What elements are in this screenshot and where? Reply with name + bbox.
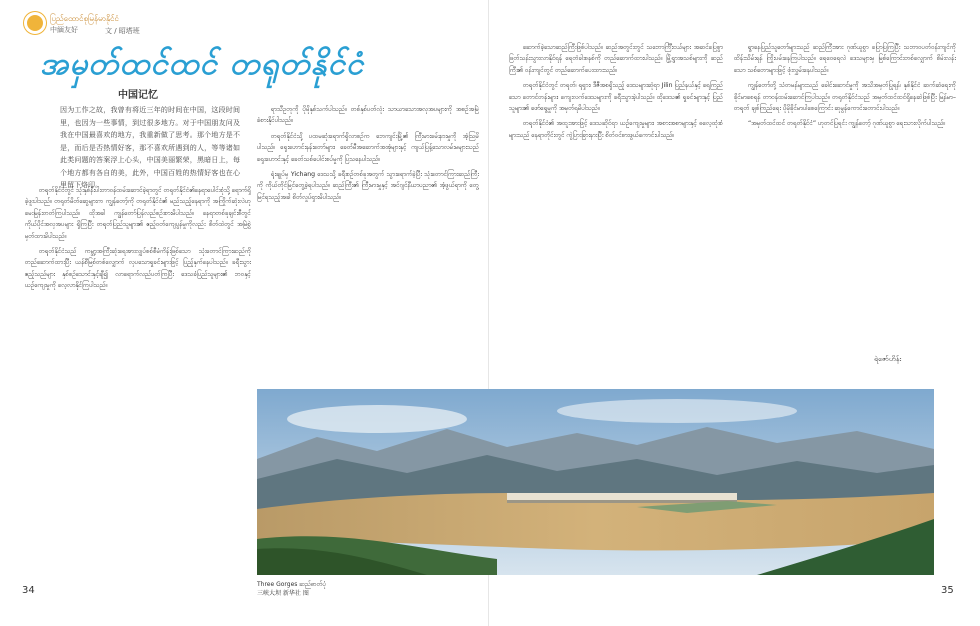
cloud bbox=[287, 405, 467, 433]
paragraph: ကျွန်တော်တို့ သံတမန်များသည် ခေါင်းဆောင်မှုကို အသိအမှတ်ပြုရန်၊ နှစ်နိုင်ငံ ဆက်ဆံရေးကို ခိုင်မာစေရန် တာဝန်ထမ်းဆောင်ကြပါသည်။ တရုတ်နိုင်ငံသည် အမှတ်ထင်ထင်ရှိနေဆဲဖြစ်ပြီး မြန်မာ–တရုတ် ချစ်ကြည်ရေး ပိုမိုခိုင်မာပါစေကြောင်း ဆုမွန်ကောင်းတောင်းပါသည်။ bbox=[734, 82, 956, 113]
dam-wall bbox=[507, 493, 737, 500]
article-subtitle: 中国记忆 bbox=[118, 90, 158, 101]
paragraph: ရုံးချုပ်မှ Yichang ဒေသသို့ ခရီးစဉ်တစ်ခုအတွက် သွားရောက်ခဲ့ပြီး သုံးတောင်ကြားဆည်ကြီးကို ကိုယ်တိုင်မြင်တွေ့ခဲ့ရပါသည်။ ဆည်ကြီး၏ ကြီးမားမှုနှင့် အင်ဂျင်နီယာပညာ၏ အံ့ဖွယ်ရာကို တွေ့မြင်ရသည့်အခါ စိတ်လှုပ်ရှားမိပါသည်။ bbox=[257, 171, 479, 201]
dam-panorama-illustration bbox=[257, 389, 934, 575]
three-gorges-dam-photo bbox=[257, 389, 934, 575]
chinese-intro: 因为工作之故，我曾有将近三年的时间在中国，这段时间里，也因为一些事情，到过很多地方。对于中国朋友问及我在中国最喜欢的地方，我重新做了思考。那个地方是不是，而后是否热情好客，那不喜欢所遇到的人，等等诸如此类问题的答案浮上心头，中国美丽繁荣，黑暗日上，每个地方都有各自的美，此外，中国百姓的热情好客也在心里留下烙印。 bbox=[60, 106, 240, 189]
magazine-name: ပြည်ထောင်စုမြန်မာနိုင်ငံ bbox=[50, 14, 119, 23]
paragraph: ဆောက်ခဲ့သောဆည်ကြီးဖြစ်ပါသည်။ ဆည်အတွင်းတွင် သဘောင်္ကြီးငယ်များ အဆင်ပြေစွာ ဖြတ်သန်းသွားလာနိုင်ရန် ရေတံခါးစနစ်ကို တည်ဆောက်ထားပါသည်။ မြို့ရွာအသစ်များကို ဆည်ကြီး၏ ဝန်းကျင်တွင် တည်ဆောက်ပေးထားသည်။ bbox=[509, 44, 723, 74]
paragraph: တရုတ်နိုင်ငံသို့ ပထမဆုံးရောက်ရှိလာစဉ်က ဘေကျင်းမြို့၏ ကြီးမားခမ်းနားမှုကို အံ့သြမိပါသည်။ ရှေးဟောင်းနန်းတော်များ၊ ခေတ်မီအဆောက်အအုံများနှင့် ကျယ်ပြန့်သောလမ်းမများသည် ရှေးဟောင်းနှင့် ခေတ်သစ်ပေါင်းစပ်မှုကို ပြသနေပါသည်။ bbox=[257, 132, 479, 163]
photo-caption bbox=[257, 580, 326, 598]
page-number-left: 34 bbox=[22, 585, 35, 596]
magazine-subname: 中緬友好 bbox=[50, 26, 78, 34]
caption-myanmar: Three Gorges ဆည်ဓာတ်ပုံ bbox=[257, 581, 327, 588]
text-column-3 bbox=[509, 42, 723, 382]
paragraph: တရုတ်နိုင်ငံသည် ကမ္ဘာ့အကြီးဆုံးရေအားလျှပ်စစ်စီမံကိန်းဖြစ်သော သုံးတောင်ကြားဆည်ကို တည်ဆောက်ထားပြီး ယန်စီမြစ်တစ်လျှောက် လှပသောရှုခင်းများဖြင့် ပြည့်နှက်နေပါသည်။ ခရီးသွားဧည့်သည်များ နှစ်စဉ်သောင်းနှင့်ချီ၍ လာရောက်လည်ပတ်ကြပြီး ဒေသခံပြည်သူများ၏ ဘဝနှင့် ယဉ်ကျေးမှုကို လေ့လာနိုင်ကြပါသည်။ bbox=[25, 248, 251, 290]
paragraph: တရုတ်နိုင်ငံ၏ အထူးအားဖြင့် ဒေသဆိုင်ရာ ယဉ်ကျေးမှုများ၊ အစားအစာများနှင့် ဓလေ့ထုံးစံများသည် နေရာတိုင်းတွင် ကွဲပြားခြားနားပြီး စိတ်ဝင်စားဖွယ်ကောင်းပါသည်။ bbox=[509, 120, 723, 139]
magazine-logo-icon bbox=[24, 12, 46, 34]
paragraph: ရာသီဥတုကို ပိုမိုနှစ်သက်ပါသည်။ တစ်နှစ်ပတ်လုံး သာယာသောအလှအပများကို အစဉ်အမြဲ ခံစားနိုင်ပါသည်။ bbox=[257, 106, 479, 125]
author-signature: ရဲဇော်ဟိန်း bbox=[874, 355, 902, 363]
paragraph: ရွာနေပြည်သူတော်များသည် ဆည်ကြီးအား ဂုဏ်ယူစွာ ပြောပြကြပြီး သဘာဝပတ်ဝန်းကျင်ကို ထိန်းသိမ်းရန် ကြိုးပမ်းနေကြပါသည်။ ရေဝေရေလဲ ဒေသများမှ မြစ်ကြောင်းတစ်လျှောက် စိမ်းလန်းသော သစ်တောများဖြင့် ဖုံးလွှမ်းနေပါသည်။ bbox=[734, 44, 956, 74]
cloud bbox=[557, 399, 797, 423]
text-column-1 bbox=[25, 185, 251, 577]
dam-shadow bbox=[507, 500, 737, 503]
paragraph: “အမှတ်ထင်ထင် တရုတ်နိုင်ငံ” ဟုတင်ပြရင်း ကျွန်တော့် ဂုဏ်ယူစွာ ရေးသားလိုက်ပါသည်။ bbox=[748, 120, 946, 128]
paragraph: တရုတ်နိုင်ငံတွင် တရုတ်၊ ရုရှား၊ ဒီဇီအစရှိသည့် ဒေသများဆုံရာ Jilin ပြည်နယ်နှင့် ရေကြည်သော တောင်တန်းများ၊ ကျေးလက်ဒေသများကို ခရီးသွားခဲ့ပါသည်။ ထိုဒေသ၏ ရှုခင်းများနှင့် ပြည်သူများ၏ ဖော်ရွေမှုကို အမှတ်ရမိပါသည်။ bbox=[509, 82, 723, 113]
paragraph: တရုတ်နိုင်ငံတွင် သုံးနှစ်နီးပါးတာဝန်ထမ်းဆောင်ခဲ့ရာတွင် တရုတ်နိုင်ငံ၏နေရာပေါင်းစုံသို့ ရောက်ရှိခဲ့ဖူးပါသည်။ တရုတ်မိတ်ဆွေများက ကျွန်တော့်ကို တရုတ်နိုင်ငံ၏ မည်သည့်နေရာကို အကြိုက်ဆုံးလဲဟု မေးမြန်းတတ်ကြပါသည်။ ထိုအခါ ကျွန်တော်ပြန်လည်စဉ်းစားမိပါသည်။ နေရာတစ်ခုချင်းစီတွင် ကိုယ်ပိုင်အလှအပများ ရှိကြပြီး တရုတ်ပြည်သူများ၏ ဧည့်ဝတ်ကျေပွန်မှုကိုလည်း စိတ်ထဲတွင် အမြဲစွဲမှတ်ထားမိပါသည်။ bbox=[25, 187, 251, 240]
article-byline: 文 / 昭塔班 bbox=[105, 27, 140, 35]
page-number-right: 35 bbox=[941, 585, 954, 596]
text-column-2 bbox=[257, 104, 479, 384]
text-column-4 bbox=[734, 42, 956, 348]
article-title: အမှတ်ထင်ထင် တရုတ်နိုင်ငံ bbox=[40, 46, 365, 82]
caption-chinese: 三峡大坝 新华社 图 bbox=[257, 590, 309, 597]
